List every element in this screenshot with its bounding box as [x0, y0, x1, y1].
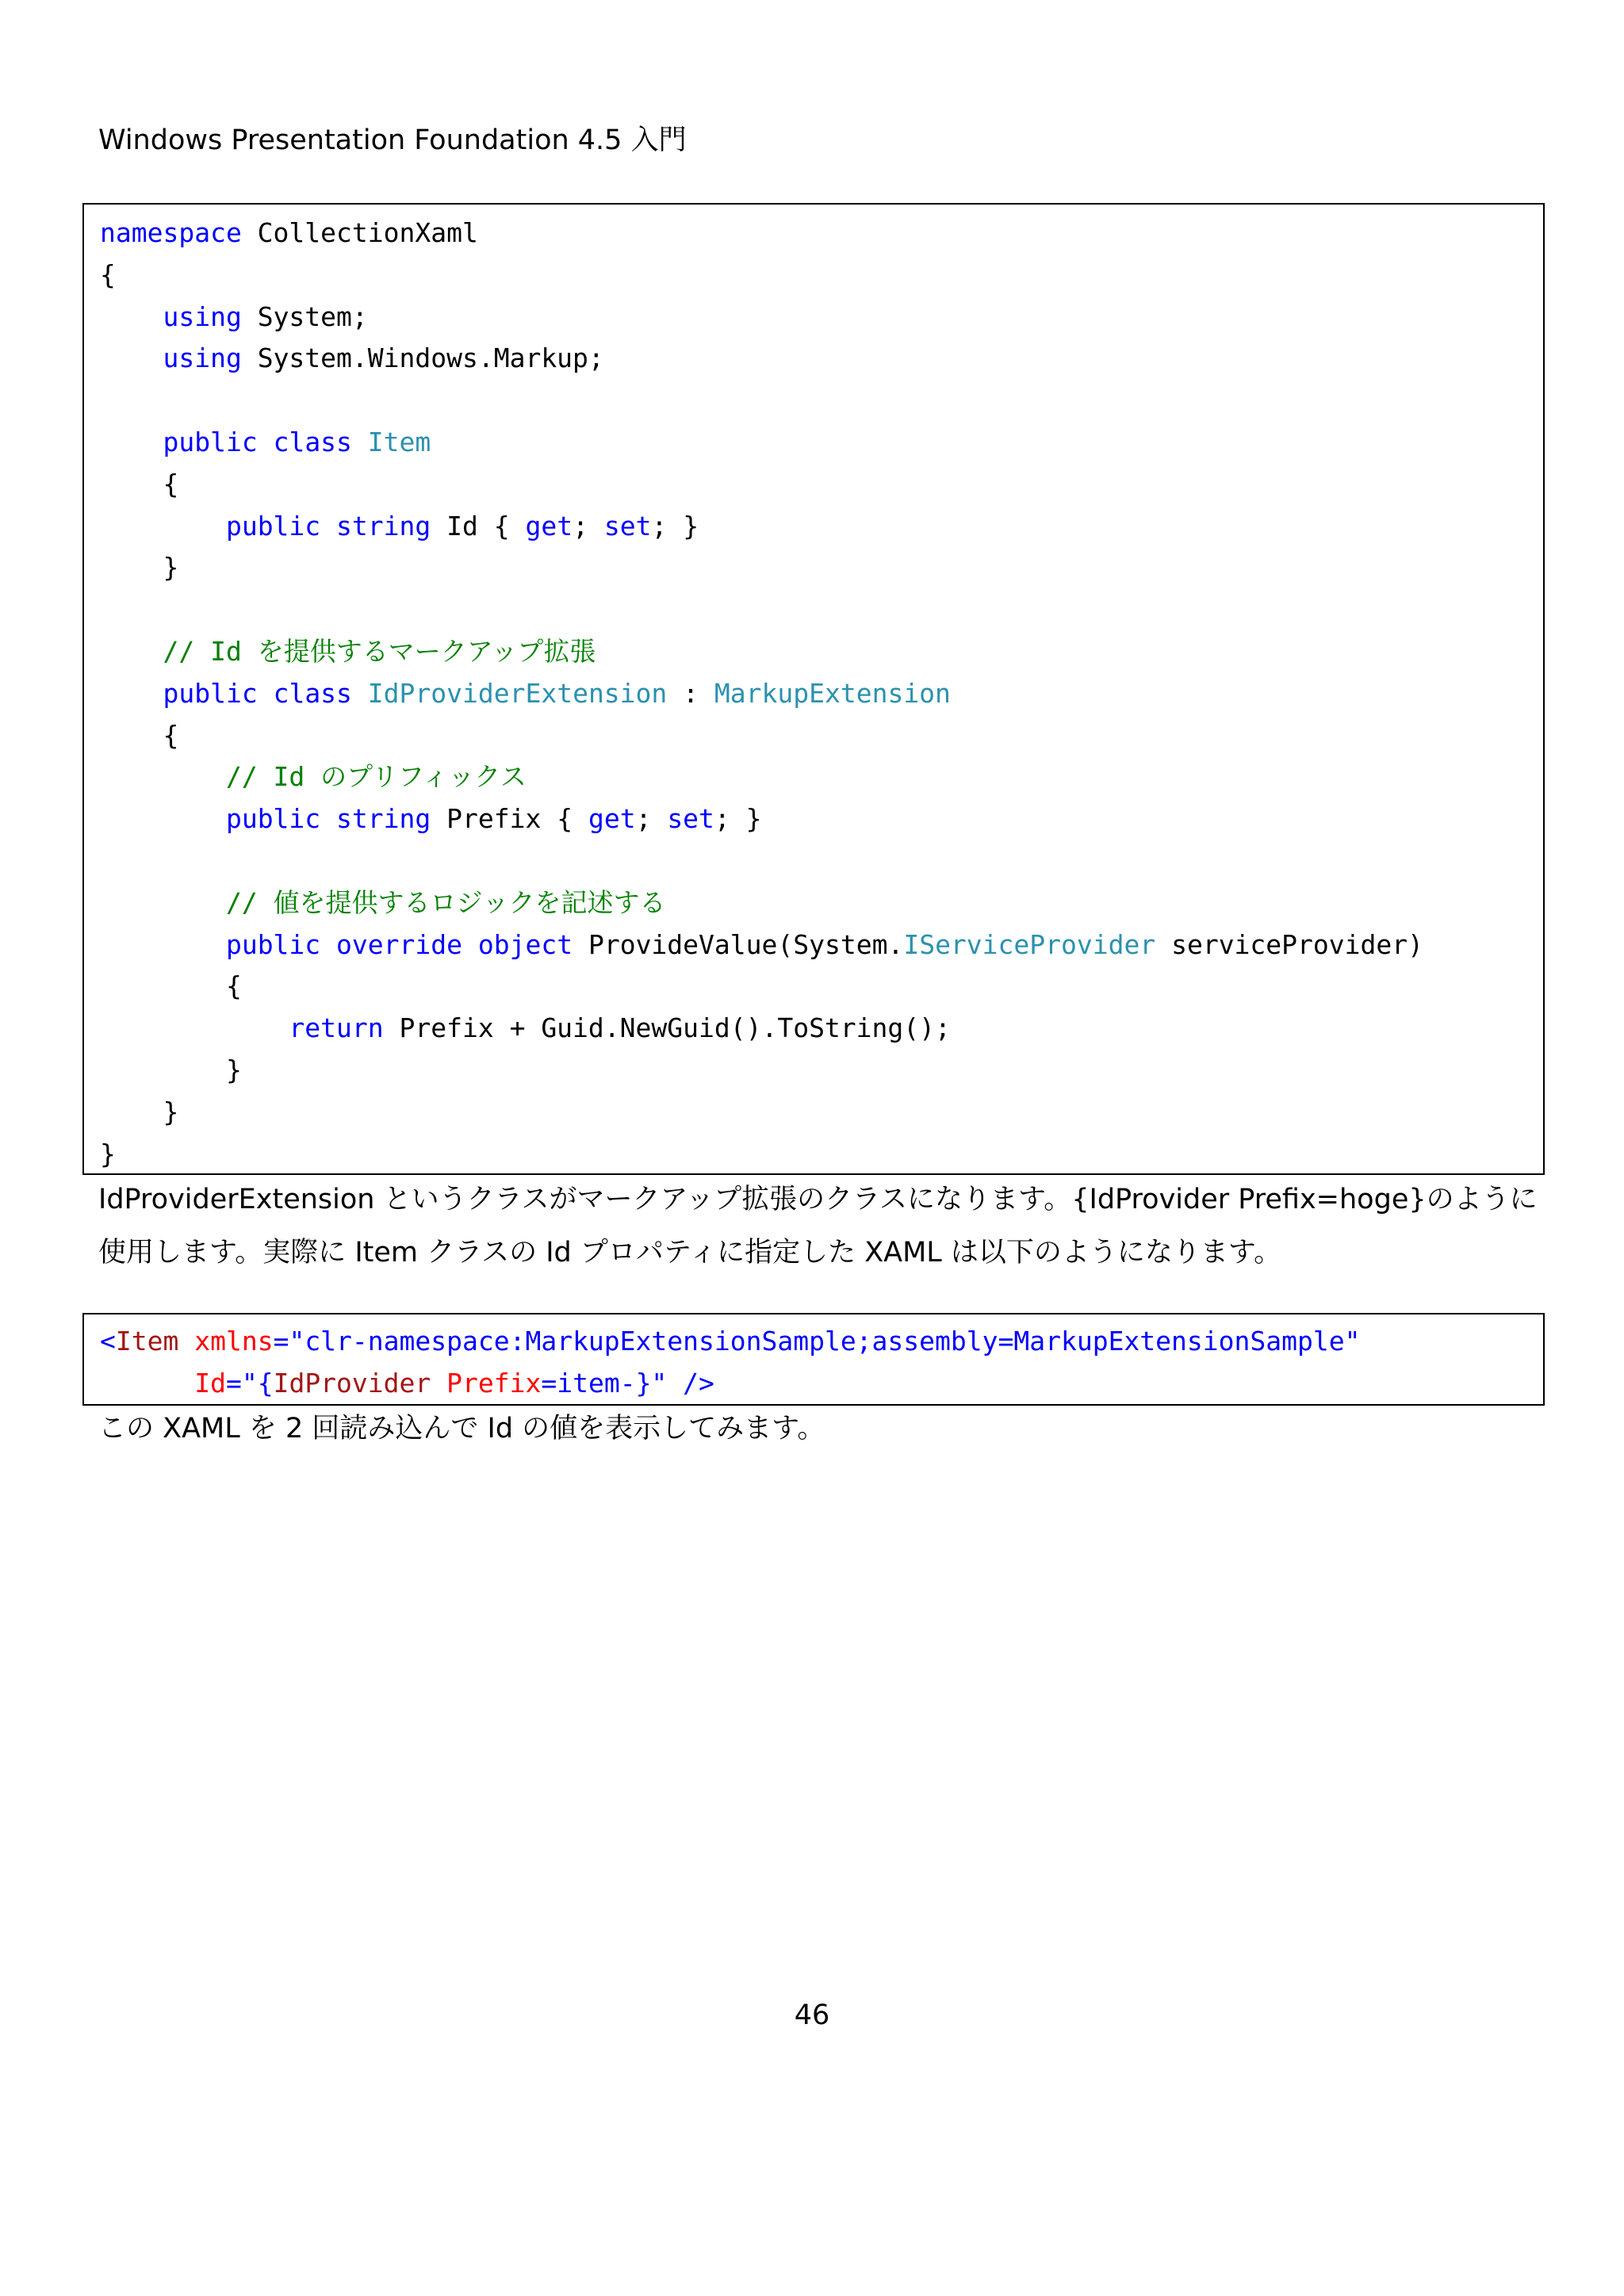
code-token-keyword: public — [225, 510, 321, 541]
code-token-plain — [100, 511, 226, 541]
code-token-plain: { — [100, 258, 116, 290]
code-token-plain — [100, 929, 226, 960]
code-token-plain — [320, 803, 336, 834]
code-token-type: IServiceProvider — [903, 928, 1156, 960]
code-token-plain: ; — [573, 510, 604, 541]
code-token-plain: } — [100, 1138, 116, 1169]
code-line — [100, 756, 1543, 798]
code-token-keyword: public — [163, 677, 258, 709]
page-header-title: Windows Presentation Foundation 4.5 入門 — [98, 124, 687, 156]
code-token-type: MarkupExtension — [714, 677, 951, 709]
code-token-plain — [352, 678, 368, 709]
code-line — [100, 506, 1543, 548]
code-token-keyword: get — [525, 510, 573, 541]
code-token-plain: Prefix + Guid.NewGuid().ToString(); — [383, 1012, 951, 1044]
code-token-plain — [100, 342, 163, 373]
body-paragraph-3: この XAML を 2 回読み込んで Id の値を表示してみます。 — [98, 1413, 825, 1445]
code-line — [100, 840, 1543, 882]
code-token-keyword: string — [336, 510, 431, 541]
code-line — [100, 715, 1543, 757]
code-token-plain: ; } — [651, 510, 699, 541]
code-token-plain — [100, 1368, 194, 1399]
code-token-comment: // Id を提供するマークアップ拡張 — [163, 635, 596, 667]
code-line — [100, 673, 1543, 715]
code-token-xml_value: ="{ — [225, 1367, 274, 1399]
code-token-plain: { — [100, 468, 179, 499]
code-token-plain — [100, 761, 226, 792]
code-line — [100, 966, 1543, 1008]
code-token-xml_value: ="clr-namespace:MarkupExtensionSample;assembly=MarkupExtensionSample" — [273, 1326, 1361, 1357]
code-token-plain — [100, 887, 226, 918]
code-token-plain: serviceProvider) — [1155, 928, 1423, 960]
page-number: 46 — [794, 1999, 830, 2031]
code-token-plain: System; — [241, 300, 368, 332]
code-token-plain: } — [100, 552, 179, 584]
code-token-keyword: set — [667, 803, 714, 835]
body-paragraph-1: IdProviderExtension というクラスがマークアップ拡張のクラスになります。{IdProvider Prefix=hoge}のように — [98, 1184, 1538, 1215]
code-token-plain: { — [100, 970, 242, 1002]
code-token-plain: ; — [635, 803, 668, 835]
code-line — [100, 631, 1543, 673]
code-token-keyword: class — [273, 677, 352, 709]
code-token-plain — [100, 301, 163, 332]
code-token-comment: // 値を提供するロジックを記述する — [225, 886, 666, 918]
code-token-xml_attr: xmlns — [194, 1326, 274, 1357]
code-line — [100, 338, 1543, 380]
code-token-plain — [352, 427, 368, 457]
code-token-plain — [100, 678, 163, 709]
body-paragraph-2: 使用します。実際に Item クラスの Id プロパティに指定した XAML は以下のようになります。 — [98, 1237, 1282, 1269]
code-line — [100, 254, 1543, 297]
code-token-xml_value: =item-}" — [541, 1367, 668, 1399]
code-token-keyword: using — [163, 300, 242, 332]
code-line — [100, 1134, 1543, 1176]
code-token-plain — [100, 1012, 289, 1043]
code-line — [100, 924, 1543, 966]
code-line — [100, 1321, 1543, 1363]
code-line — [100, 422, 1543, 464]
code-line — [100, 297, 1543, 339]
code-token-xml_value: /> — [667, 1367, 714, 1399]
code-token-plain — [320, 511, 336, 541]
code-token-plain: } — [100, 1096, 179, 1127]
code-token-plain — [462, 929, 478, 960]
code-token-plain — [100, 636, 163, 667]
code-token-plain — [258, 678, 274, 709]
code-token-plain: : — [667, 677, 714, 709]
code-token-plain: ; } — [714, 803, 762, 835]
code-token-type: Item — [367, 426, 431, 457]
code-token-keyword: public — [225, 803, 321, 835]
code-token-plain: System.Windows.Markup; — [241, 342, 604, 374]
code-token-keyword: get — [588, 803, 636, 835]
code-line — [100, 1008, 1543, 1050]
code-token-xml_attr: Id — [194, 1367, 226, 1399]
code-line — [100, 464, 1543, 506]
code-line — [100, 1050, 1543, 1092]
code-token-xml_attr: Prefix — [446, 1367, 542, 1399]
code-token-keyword: public — [163, 426, 258, 457]
xaml-code-block — [82, 1313, 1545, 1406]
code-line — [100, 1363, 1543, 1405]
code-token-keyword: return — [289, 1012, 384, 1044]
code-token-keyword: namespace — [100, 217, 242, 248]
code-token-keyword: using — [163, 342, 242, 374]
code-token-plain: } — [100, 1054, 242, 1085]
code-token-plain: ProvideValue(System. — [573, 928, 904, 960]
code-line — [100, 882, 1543, 924]
code-token-type: IdProviderExtension — [367, 677, 668, 709]
code-token-plain — [100, 427, 163, 457]
code-token-xml_tag: Item — [115, 1326, 179, 1357]
code-line — [100, 547, 1543, 589]
code-token-plain — [178, 1326, 194, 1357]
code-token-keyword: public — [225, 928, 321, 960]
code-line — [100, 1092, 1543, 1134]
code-token-xml_tag: IdProvider — [273, 1367, 431, 1399]
code-token-plain — [100, 803, 226, 834]
code-token-comment: // Id のプリフィックス — [225, 761, 527, 793]
code-token-plain: { — [100, 719, 179, 751]
code-token-keyword: set — [603, 510, 652, 541]
code-token-keyword: object — [477, 928, 573, 960]
code-line — [100, 589, 1543, 631]
code-line — [100, 380, 1543, 422]
code-token-plain — [320, 929, 336, 960]
csharp-code-block — [82, 203, 1545, 1175]
code-line — [100, 798, 1543, 840]
code-token-keyword: override — [336, 928, 462, 960]
code-token-plain: Id { — [431, 510, 526, 541]
code-token-xml_value: < — [100, 1326, 116, 1357]
code-token-keyword: string — [336, 803, 431, 835]
code-token-plain: Prefix { — [431, 803, 588, 835]
code-token-plain — [258, 427, 274, 457]
code-line — [100, 212, 1543, 254]
code-token-keyword: class — [273, 426, 352, 457]
code-token-plain: CollectionXaml — [241, 217, 478, 248]
code-token-plain — [431, 1368, 446, 1399]
